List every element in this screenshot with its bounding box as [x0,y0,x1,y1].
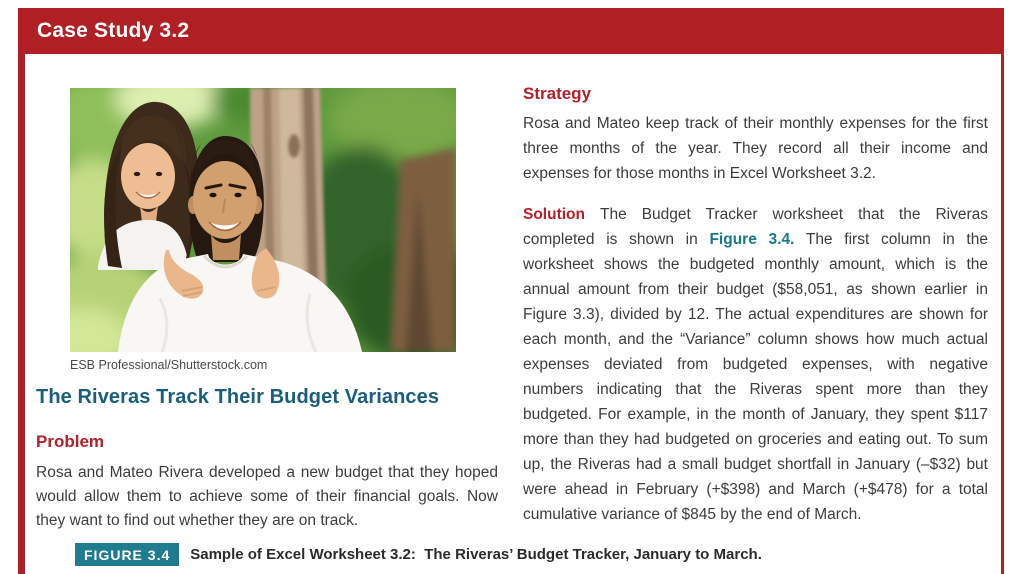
right-column [523,84,988,542]
figure-badge: FIGURE 3.4 [75,543,179,566]
solution-paragraph [523,202,988,527]
case-study-title: Case Study 3.2 [37,19,190,42]
case-study-header [18,8,1004,54]
strategy-heading: Strategy [523,84,592,103]
couple-photo [70,88,456,352]
right-tree-trunk [390,148,456,352]
left-column [36,88,498,549]
figure-caption-text: Sample of Excel Worksheet 3.2: The Riveras’ Budget Tracker, January to March. [190,546,762,563]
problem-heading: Problem [36,432,105,451]
figure-3-4-reference[interactable]: Figure 3.4. [709,230,795,248]
figure-caption-row [75,543,762,566]
strategy-paragraph: Rosa and Mateo keep track of their monthly expenses for the first three months of the year. They record all their income and expenses for those months in Excel Worksheet 3.2. [523,115,988,182]
solution-text-after: The first column in the worksheet shows the budgeted monthly amount, which is the annual amount from their budget ($58,051, as shown earlier in Figure 3.3), divided by 12. The actual expenditures are shown for each month, and the “Variance” column shows how much actual expenses deviated from budgeted expenses, with negative numbers indicating that the Riveras spent more than they budgeted. For example, in the month of January, they spent $117 more than they had budgeted on groceries and eating out. To sum up, the Riveras had a small budget shortfall in January (–$32) but were ahead in February (+$398) and March (+$478) for a total cumulative variance of $845 by the end of March. [523,230,988,523]
problem-paragraph: Rosa and Mateo Rivera developed a new budget that they hoped would allow them to achieve some of their financial goals. Now they want to find out whether they are on track. [36,464,498,529]
section-title: The Riveras Track Their Budget Variances [36,386,440,408]
right-border-rule [1001,8,1004,574]
photo-credit: ESB Professional/Shutterstock.com [70,358,268,372]
left-border-rule [18,8,25,574]
solution-text-before: The Budget Tracker worksheet that the Riveras completed is shown in [523,205,988,248]
solution-label: Solution [523,205,585,223]
